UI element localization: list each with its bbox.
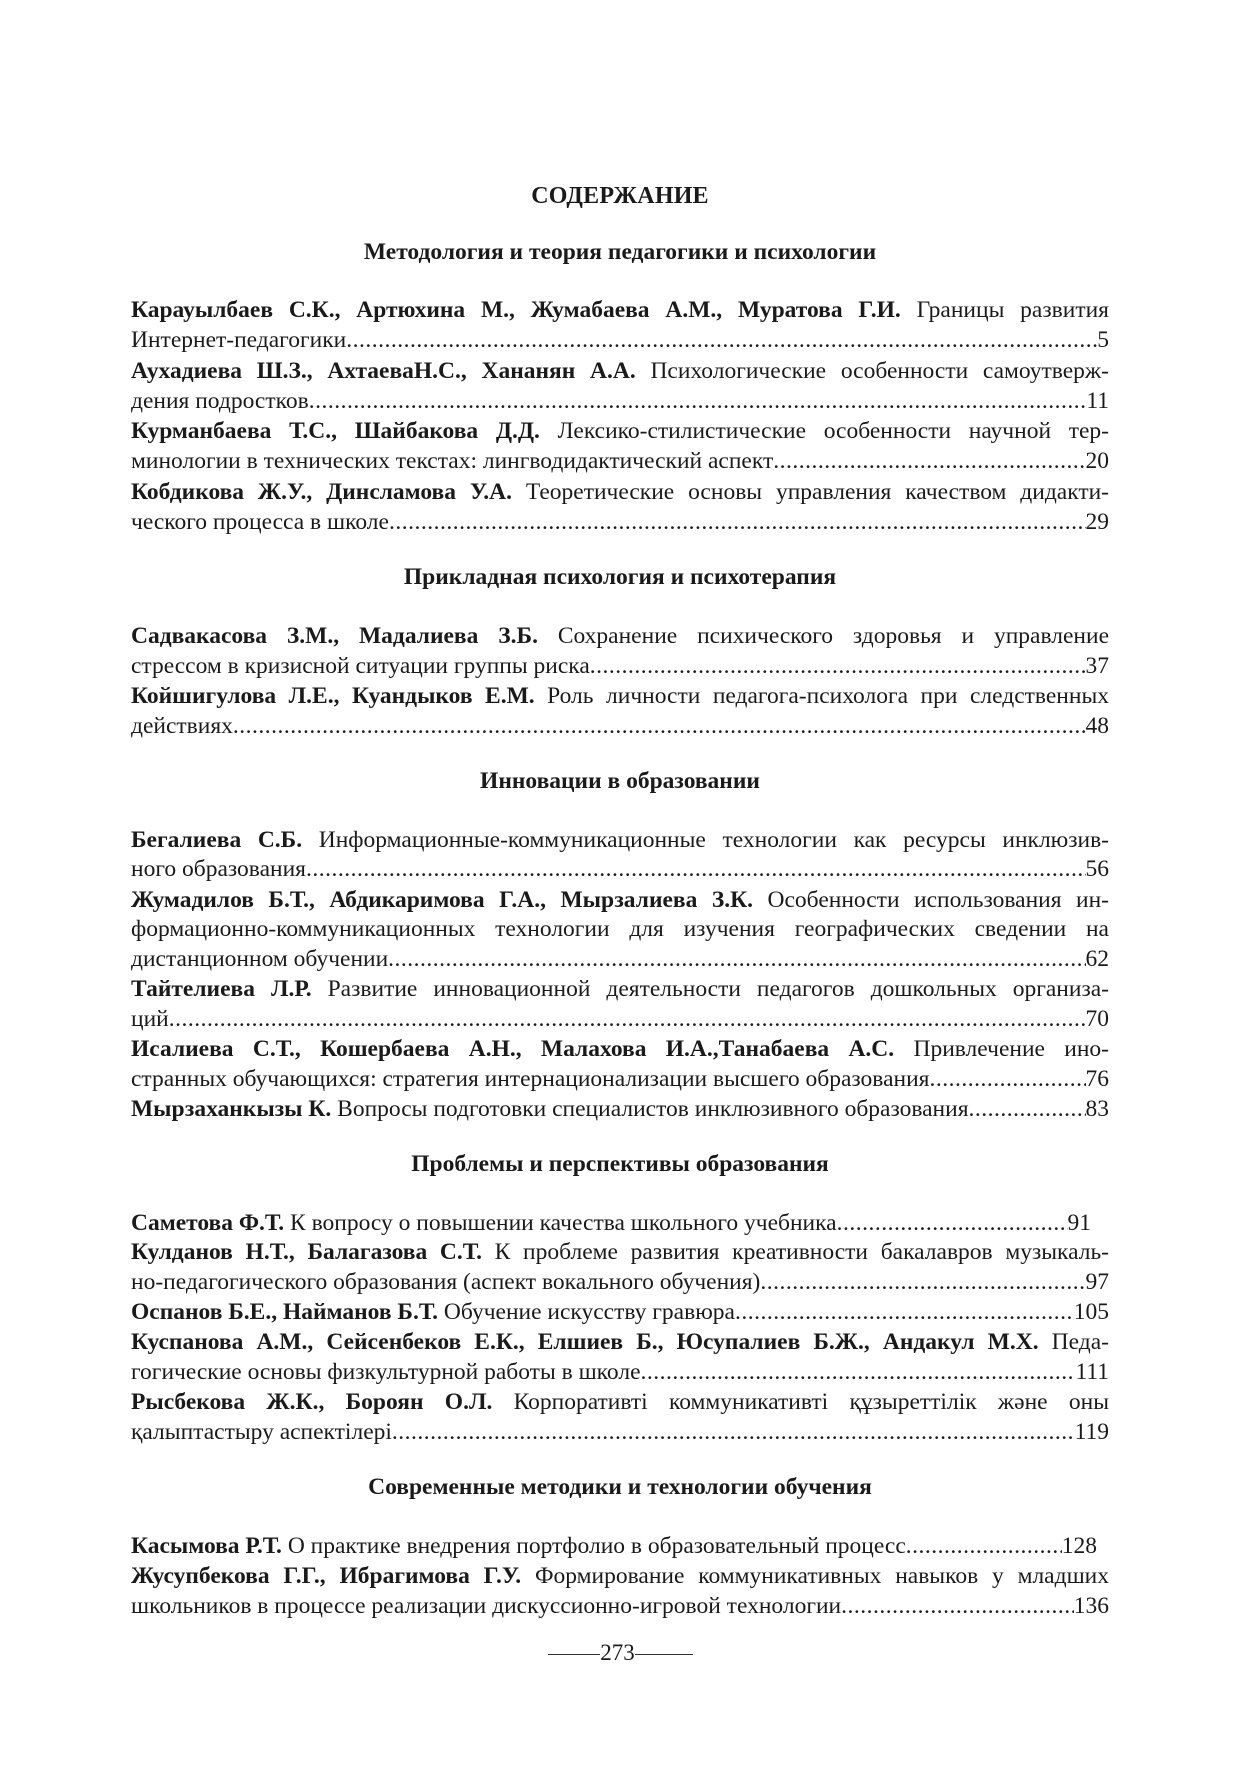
toc-entry-line[interactable]: Мырзаханкызы К. Вопросы подготовки специалистов инклюзивного образования ..... 83 bbox=[131, 1095, 1109, 1123]
page-ref: 97 bbox=[1085, 1269, 1109, 1295]
toc-entry-line[interactable]: стрессом в кризисной ситуации группы риска ..... 37 bbox=[131, 652, 1109, 680]
page-ref: 48 bbox=[1085, 713, 1109, 739]
toc-entry-line[interactable]: Оспанов Б.Е., Найманов Б.Т. Обучение искусству гравюра ..... 105 bbox=[131, 1298, 1109, 1326]
section-heading: Современные методики и технологии обучения bbox=[368, 1474, 872, 1500]
toc-entry-line[interactable]: қалыптастыру аспектілері ..... 119 bbox=[131, 1418, 1109, 1446]
toc-entry-line: Тайтелиева Л.Р. Развитие инновационной деятельности педагогов дошкольных организа- bbox=[131, 976, 1109, 1002]
toc-entry-line: Рысбекова Ж.К., Бороян О.Л. Корпоративті коммуникативті құзыреттілік және оны bbox=[131, 1389, 1109, 1415]
toc-entry-line[interactable]: Саметова Ф.Т. К вопросу о повышении качества школьного учебника ..... 91 bbox=[131, 1209, 1091, 1237]
toc-entry-line: Кобдикова Ж.У., Динсламова У.А. Теоретические основы управления качеством дидакти- bbox=[131, 479, 1110, 505]
toc-entry-line[interactable]: дения подростков ..... 11 bbox=[131, 387, 1109, 415]
toc-entry-line: Бегалиева С.Б. Информационные-коммуникационные технологии как ресурсы инклюзив- bbox=[131, 827, 1110, 853]
page-footer bbox=[0, 1640, 1241, 1666]
page-ref: 128 bbox=[1061, 1533, 1097, 1559]
page-ref: 136 bbox=[1073, 1593, 1109, 1619]
toc-entry-line[interactable]: ций ..... 70 bbox=[131, 1005, 1109, 1033]
toc-entry-line[interactable]: но-педагогического образования (аспект вокального обучения) ..... 97 bbox=[131, 1268, 1109, 1296]
page-ref: 29 bbox=[1085, 509, 1109, 535]
toc-entry-line: Карауылбаев С.К., Артюхина М., Жумабаева А.М., Муратова Г.И. Границы развития bbox=[131, 297, 1109, 323]
page-ref: 56 bbox=[1085, 856, 1109, 882]
section-heading: Инновации в образовании bbox=[480, 768, 760, 794]
footer-rule-left bbox=[548, 1654, 600, 1655]
page-title: СОДЕРЖАНИЕ bbox=[531, 183, 709, 209]
page-ref: 76 bbox=[1085, 1066, 1109, 1092]
page-ref: 20 bbox=[1085, 448, 1109, 474]
page-number: 273 bbox=[600, 1640, 635, 1665]
toc-entry-line: Аухадиева Ш.З., АхтаеваН.С., Хананян А.А. Психологические особенности самоутверж- bbox=[131, 358, 1109, 384]
toc-entry-line[interactable]: действиях ..... 48 bbox=[131, 712, 1109, 740]
toc-entry-line[interactable]: Интернет-педагогики ..... 5 bbox=[131, 326, 1109, 354]
page-ref: 62 bbox=[1085, 946, 1109, 972]
page-ref: 11 bbox=[1086, 388, 1109, 414]
toc-entry-line[interactable]: странных обучающихся: стратегия интернационализации высшего образования ..... 76 bbox=[131, 1065, 1109, 1093]
page-ref: 119 bbox=[1074, 1419, 1109, 1445]
toc-entry-line: Койшигулова Л.Е., Куандыков Е.М. Роль личности педагога-психолога при следственных bbox=[131, 683, 1109, 709]
page-ref: 105 bbox=[1073, 1299, 1109, 1325]
page-ref: 5 bbox=[1097, 327, 1109, 353]
page-ref: 37 bbox=[1085, 653, 1109, 679]
toc-entry-line: Садвакасова З.М., Мадалиева З.Б. Сохранение психического здоровья и управление bbox=[131, 623, 1109, 649]
toc-entry-line[interactable]: школьников в процессе реализации дискуссионно-игровой технологии ..... 136 bbox=[131, 1592, 1109, 1620]
section-heading: Проблемы и перспективы образования bbox=[411, 1151, 829, 1177]
toc-entry-line[interactable]: дистанционном обучении ..... 62 bbox=[131, 945, 1109, 973]
page-ref: 70 bbox=[1085, 1006, 1109, 1032]
page-ref: 91 bbox=[1067, 1210, 1091, 1236]
page-ref: 111 bbox=[1075, 1359, 1109, 1385]
section-heading: Прикладная психология и психотерапия bbox=[403, 564, 837, 590]
toc-entry-line[interactable]: ческого процесса в школе ..... 29 bbox=[131, 508, 1109, 536]
section-heading: Методология и теория педагогики и психологии bbox=[363, 239, 877, 265]
footer-rule-right bbox=[635, 1654, 693, 1655]
toc-entry-line[interactable]: минологии в технических текстах: лингводидактический аспект ..... 20 bbox=[131, 447, 1109, 475]
page-ref: 83 bbox=[1085, 1096, 1109, 1122]
toc-entry-line: Жумадилов Б.Т., Абдикаримова Г.А., Мырзалиева З.К. Особенности использования ин- bbox=[131, 887, 1110, 913]
toc-entry-line: Исалиева С.Т., Кошербаева А.Н., Малахова И.А.,Танабаева А.С. Привлечение ино- bbox=[131, 1036, 1109, 1062]
toc-entry-line: Курманбаева Т.С., Шайбакова Д.Д. Лексико-стилистические особенности научной тер- bbox=[131, 418, 1109, 444]
toc-entry-line[interactable]: Касымова Р.Т. О практике внедрения портфолио в образовательный процесс ..... 128 bbox=[131, 1532, 1097, 1560]
toc-entry-line: формационно-коммуникационных технологии для изучения географических сведении на bbox=[131, 916, 1109, 942]
toc-entry-line[interactable]: гогические основы физкультурной работы в школе ..... 111 bbox=[131, 1358, 1109, 1386]
toc-entry-line: Кулданов Н.Т., Балагазова С.Т. К проблеме развития креативности бакалавров музыкаль- bbox=[131, 1239, 1109, 1265]
toc-entry-line: Куспанова А.М., Сейсенбеков Е.К., Елшиев Б., Юсупалиев Б.Ж., Андакул М.Х. Педа- bbox=[131, 1329, 1109, 1355]
toc-entry-line[interactable]: ного образования ..... 56 bbox=[131, 855, 1109, 883]
toc-entry-line: Жусупбекова Г.Г., Ибрагимова Г.У. Формирование коммуникативных навыков у младших bbox=[131, 1563, 1109, 1589]
